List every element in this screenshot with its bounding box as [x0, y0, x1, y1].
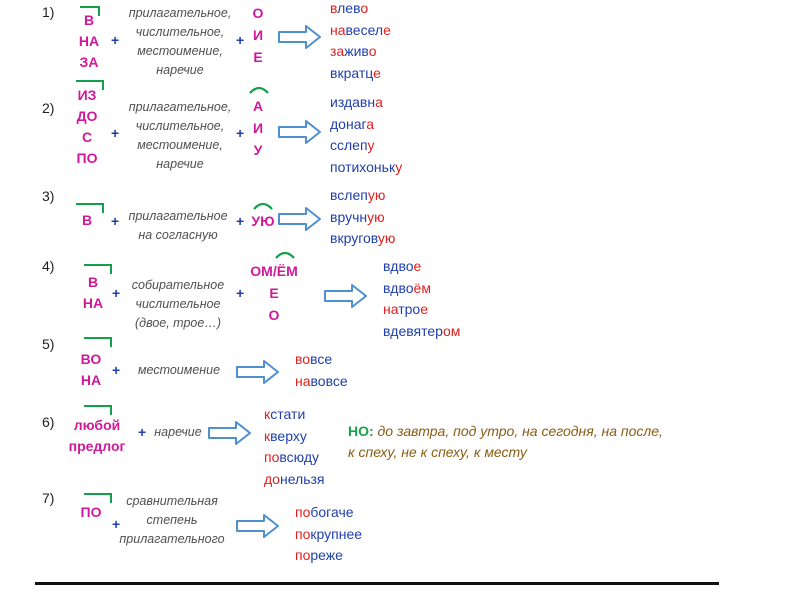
example-word: кстати	[264, 406, 306, 422]
prefix-bracket-icon	[110, 493, 112, 503]
example-word: сслепу	[330, 137, 375, 153]
rule-3-vowels: УЮ	[251, 213, 275, 229]
prefix-bracket-icon	[84, 264, 112, 266]
example-word: навовсе	[295, 372, 348, 389]
rule-2-vowels: А И У	[252, 98, 264, 158]
example-word: вкратце	[330, 64, 381, 81]
plus-sign: +	[236, 213, 245, 229]
prefix-bracket-icon	[80, 6, 100, 8]
prefix-bracket-icon	[84, 405, 112, 407]
rule-4-vowels: ОМ/ЁМ Е О	[250, 263, 298, 323]
example-word: покрупнее	[295, 525, 363, 542]
example-word: вдвоём	[383, 279, 431, 296]
example-word: вручную	[330, 208, 385, 225]
rule-5-prefixes: ВО НА	[80, 351, 102, 388]
prefix-bracket-icon	[110, 405, 112, 415]
example-word: заживо	[330, 43, 377, 59]
example-word: пореже	[295, 547, 343, 563]
rule-1-examples	[330, 0, 391, 84]
rule-4-description: собирательное числительное (двое, трое…)	[131, 278, 225, 330]
rule-7-description: сравнительная степень прилагательного	[119, 494, 225, 546]
hollow-right-arrow-icon	[236, 360, 280, 384]
bottom-divider	[35, 582, 719, 585]
note-line-1: до завтра, под утро, на сегодня, на после,	[373, 423, 663, 439]
rule-7-examples	[295, 502, 362, 567]
example-word: побогаче	[295, 504, 354, 520]
plus-sign: +	[112, 285, 121, 301]
hollow-right-arrow-icon	[278, 120, 322, 144]
plus-sign: +	[112, 516, 121, 532]
hollow-right-arrow-icon	[208, 421, 252, 445]
exceptions-note	[348, 421, 663, 463]
plus-sign: +	[236, 125, 245, 141]
prefix-bracket-icon	[110, 337, 112, 347]
prefix-bracket-icon	[110, 264, 112, 274]
rule-1-vowels: О И Е	[252, 5, 264, 65]
plus-sign: +	[138, 424, 147, 440]
plus-sign: +	[111, 32, 120, 48]
prefix-bracket-icon	[76, 203, 104, 205]
note-label: НО:	[348, 423, 374, 439]
plus-sign: +	[111, 125, 120, 141]
plus-sign: +	[112, 362, 121, 378]
example-word: навеселе	[330, 21, 391, 38]
example-word: донельзя	[264, 470, 325, 487]
rule-1-description: прилагательное, числительное, местоимение, наречие	[128, 6, 232, 77]
hollow-right-arrow-icon	[278, 25, 322, 49]
rule-4-number: 4)	[42, 258, 55, 274]
example-word: донага	[330, 115, 375, 132]
rule-6-description: наречие	[154, 425, 202, 439]
rule-2-description: прилагательное, числительное, местоимение, наречие	[128, 100, 232, 171]
example-word: вкруговую	[330, 230, 396, 246]
plus-sign: +	[236, 32, 245, 48]
rule-6-prefixes: любой предлог	[68, 417, 126, 454]
hollow-right-arrow-icon	[236, 514, 280, 538]
example-word: вдвое	[383, 258, 422, 274]
plus-sign: +	[236, 285, 245, 301]
rule-5-examples	[295, 349, 348, 392]
note-line-2: к спеху, не к спеху, к месту	[348, 444, 527, 460]
rule-5-description: местоимение	[137, 363, 221, 377]
plus-sign: +	[111, 213, 120, 229]
example-word: вдевятером	[383, 322, 461, 339]
rule-6-number: 6)	[42, 414, 55, 430]
rule-6-examples	[264, 404, 324, 490]
green-arc-mark-icon	[248, 84, 270, 94]
rule-7-prefixes: ПО	[80, 504, 102, 520]
rule-1-number: 1)	[42, 4, 55, 20]
prefix-bracket-icon	[84, 337, 112, 339]
green-arc-mark-icon	[274, 249, 296, 259]
rule-1-prefixes: В НА ЗА	[78, 12, 100, 70]
example-word: кверху	[264, 427, 307, 444]
rule-3-prefixes: В	[81, 212, 93, 228]
example-word: натрое	[383, 301, 428, 317]
rule-2-examples	[330, 92, 402, 178]
prefix-bracket-icon	[76, 80, 104, 82]
prefix-bracket-icon	[84, 493, 112, 495]
rule-3-description: прилагательное на согласную	[128, 209, 228, 242]
hollow-right-arrow-icon	[324, 284, 368, 308]
example-word: издавна	[330, 94, 383, 110]
rule-7-number: 7)	[42, 490, 55, 506]
green-arc-mark-icon	[252, 200, 274, 210]
example-word: повсюду	[264, 449, 320, 465]
rule-4-prefixes: В НА	[82, 274, 104, 311]
rule-2-prefixes: ИЗ ДО С ПО	[76, 87, 98, 166]
hollow-right-arrow-icon	[278, 207, 322, 231]
example-word: потихоньку	[330, 158, 403, 175]
example-word: вслепую	[330, 187, 386, 203]
rule-4-examples	[383, 256, 460, 342]
rule-3-number: 3)	[42, 188, 55, 204]
rule-5-number: 5)	[42, 336, 55, 352]
example-word: вовсе	[295, 351, 333, 367]
rule-2-number: 2)	[42, 100, 55, 116]
example-word: влево	[330, 0, 369, 16]
rule-3-examples	[330, 185, 395, 250]
